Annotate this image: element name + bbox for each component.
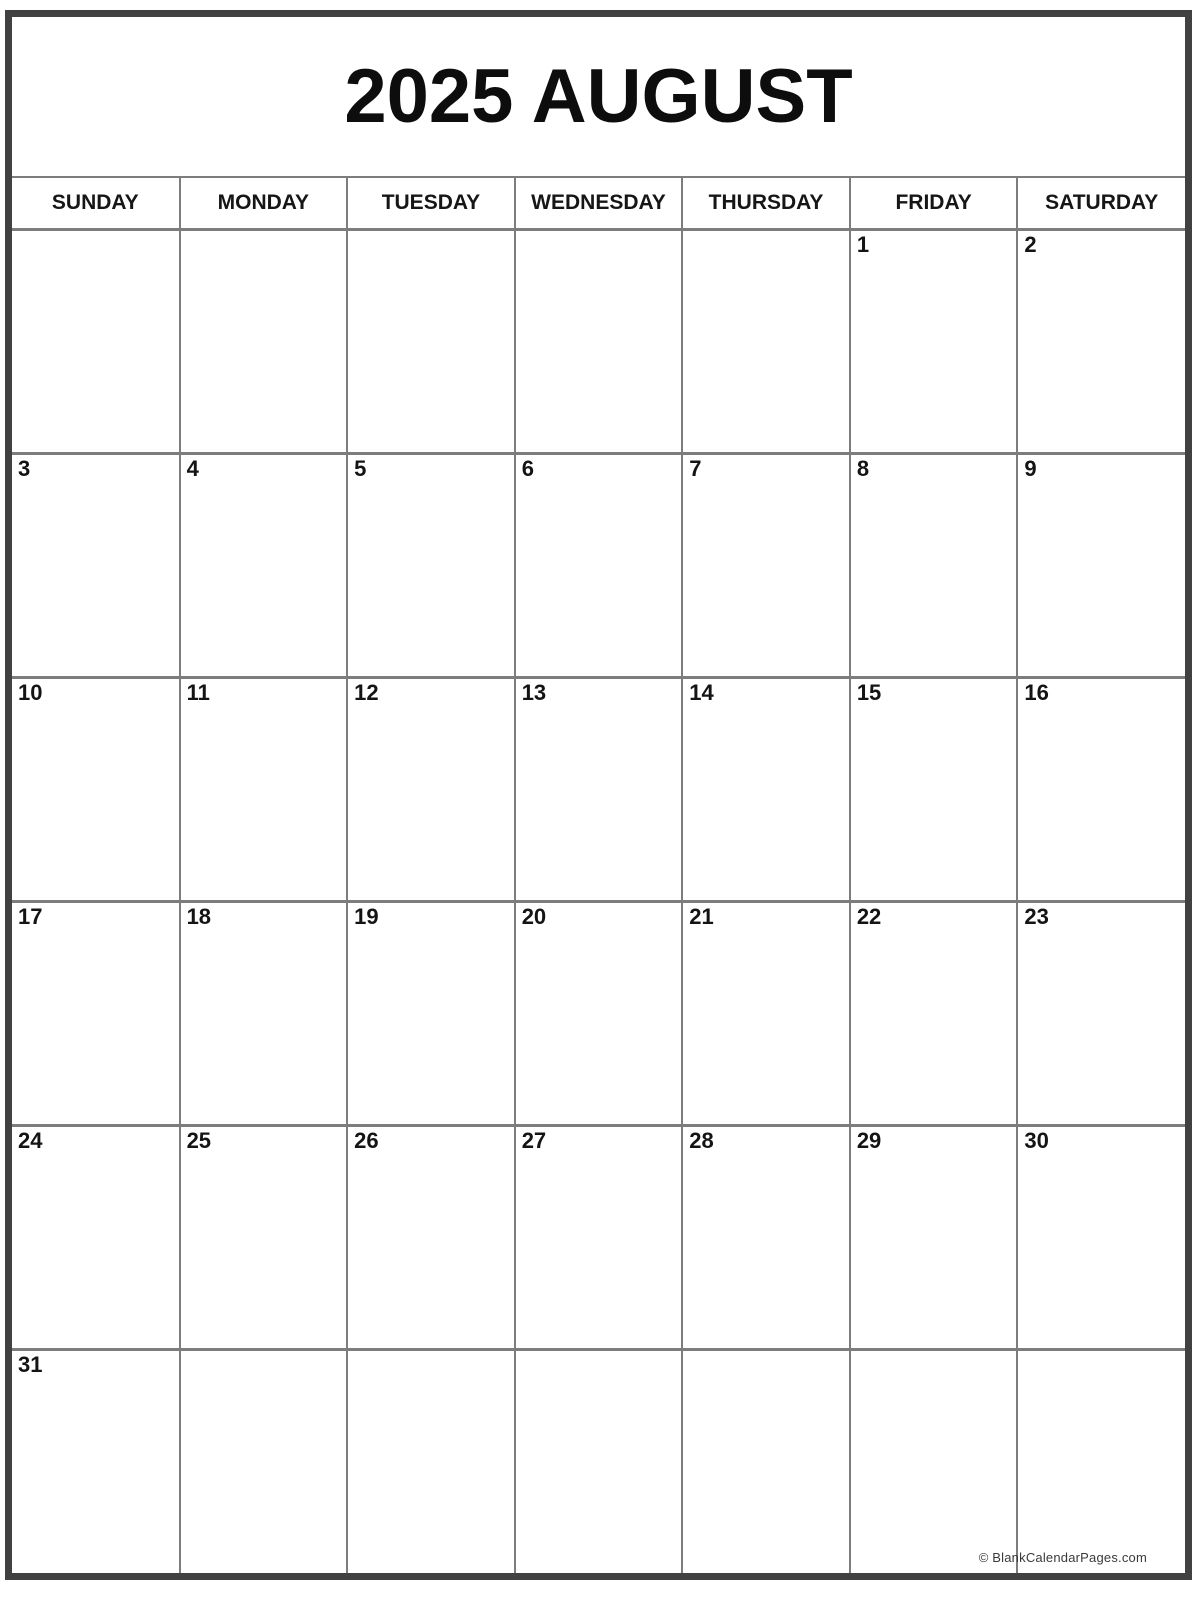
day-cell: [180, 453, 348, 677]
date-number: 30: [1024, 1127, 1049, 1153]
title-area: [12, 17, 1185, 176]
day-cell: [12, 229, 180, 453]
date-number: 29: [856, 1127, 882, 1153]
date-number: 18: [186, 903, 212, 929]
week-row: [12, 1349, 1185, 1573]
day-cell: [850, 229, 1018, 453]
week-row: [12, 229, 1185, 453]
day-cell: [1017, 677, 1185, 901]
day-header-friday: FRIDAY: [850, 177, 1018, 229]
date-number: [683, 243, 689, 244]
day-cell: [515, 677, 683, 901]
watermark: © BlankCalendarPages.com: [978, 1550, 1147, 1565]
date-number: 12: [354, 679, 379, 705]
date-number: 10: [18, 679, 43, 705]
date-number: [1018, 1363, 1024, 1364]
date-number: 2: [1024, 231, 1037, 257]
day-cell: [1017, 1349, 1185, 1573]
day-cell: [850, 901, 1018, 1125]
day-cell: [347, 453, 515, 677]
day-cell: [12, 1125, 180, 1349]
date-number: 5: [354, 455, 367, 481]
day-cell: [682, 453, 850, 677]
date-number: 9: [1024, 455, 1037, 481]
day-cell: [682, 901, 850, 1125]
calendar-grid: [12, 176, 1185, 1573]
day-cell: [347, 229, 515, 453]
day-cell: [12, 677, 180, 901]
date-number: 28: [689, 1127, 714, 1153]
day-cell: [180, 1349, 348, 1573]
date-number: 19: [354, 903, 379, 929]
day-cell: [850, 1125, 1018, 1349]
date-number: 7: [689, 455, 702, 481]
date-number: [348, 243, 354, 244]
date-number: 1: [856, 231, 870, 257]
date-number: [181, 1363, 187, 1364]
week-row: [12, 453, 1185, 677]
day-cell: [12, 901, 180, 1125]
date-number: 23: [1024, 903, 1049, 929]
day-cell: [850, 453, 1018, 677]
day-cell: [180, 901, 348, 1125]
day-cell: [515, 229, 683, 453]
date-number: 17: [18, 903, 43, 929]
day-cell: [850, 1349, 1018, 1573]
day-cell: [347, 1349, 515, 1573]
page-background: [0, 10, 1197, 1601]
day-cell: [1017, 1125, 1185, 1349]
date-number: 8: [856, 455, 870, 481]
week-row: [12, 1125, 1185, 1349]
day-cell: [515, 453, 683, 677]
day-header-sunday: SUNDAY: [12, 177, 180, 229]
day-cell: [682, 1125, 850, 1349]
week-row: [12, 901, 1185, 1125]
calendar-title: 2025 AUGUST: [344, 54, 853, 139]
date-number: [683, 1363, 689, 1364]
date-number: 26: [354, 1127, 379, 1153]
day-cell: [12, 1349, 180, 1573]
date-number: [516, 1363, 522, 1364]
day-header-row: [12, 177, 1185, 229]
day-cell: [1017, 453, 1185, 677]
date-number: 15: [856, 679, 882, 705]
day-cell: [850, 677, 1018, 901]
calendar-page: [5, 10, 1192, 1580]
day-cell: [1017, 901, 1185, 1125]
date-number: 13: [521, 679, 547, 705]
date-number: 31: [18, 1351, 43, 1377]
date-number: [851, 1363, 857, 1364]
date-number: 21: [689, 903, 714, 929]
day-cell: [682, 1349, 850, 1573]
date-number: 25: [186, 1127, 212, 1153]
day-cell: [682, 229, 850, 453]
day-cell: [347, 1125, 515, 1349]
date-number: 22: [856, 903, 882, 929]
date-number: 3: [18, 455, 31, 481]
day-header-monday: MONDAY: [180, 177, 348, 229]
day-cell: [180, 1125, 348, 1349]
day-header-wednesday: WEDNESDAY: [515, 177, 683, 229]
day-cell: [515, 1125, 683, 1349]
day-cell: [347, 677, 515, 901]
day-header-saturday: SATURDAY: [1017, 177, 1185, 229]
date-number: 16: [1024, 679, 1049, 705]
day-cell: [347, 901, 515, 1125]
date-number: 27: [521, 1127, 547, 1153]
day-cell: [515, 1349, 683, 1573]
date-number: 4: [186, 455, 199, 481]
date-number: [12, 243, 18, 244]
day-cell: [515, 901, 683, 1125]
day-cell: [1017, 229, 1185, 453]
date-number: 20: [521, 903, 547, 929]
date-number: 11: [186, 679, 210, 705]
day-header-thursday: THURSDAY: [682, 177, 850, 229]
day-cell: [180, 677, 348, 901]
date-number: 6: [521, 455, 534, 481]
date-number: 24: [18, 1127, 43, 1153]
week-row: [12, 677, 1185, 901]
day-header-tuesday: TUESDAY: [347, 177, 515, 229]
day-cell: [682, 677, 850, 901]
date-number: 14: [689, 679, 714, 705]
date-number: [181, 243, 187, 244]
day-cell: [12, 453, 180, 677]
date-number: [516, 243, 522, 244]
date-number: [348, 1363, 354, 1364]
day-cell: [180, 229, 348, 453]
